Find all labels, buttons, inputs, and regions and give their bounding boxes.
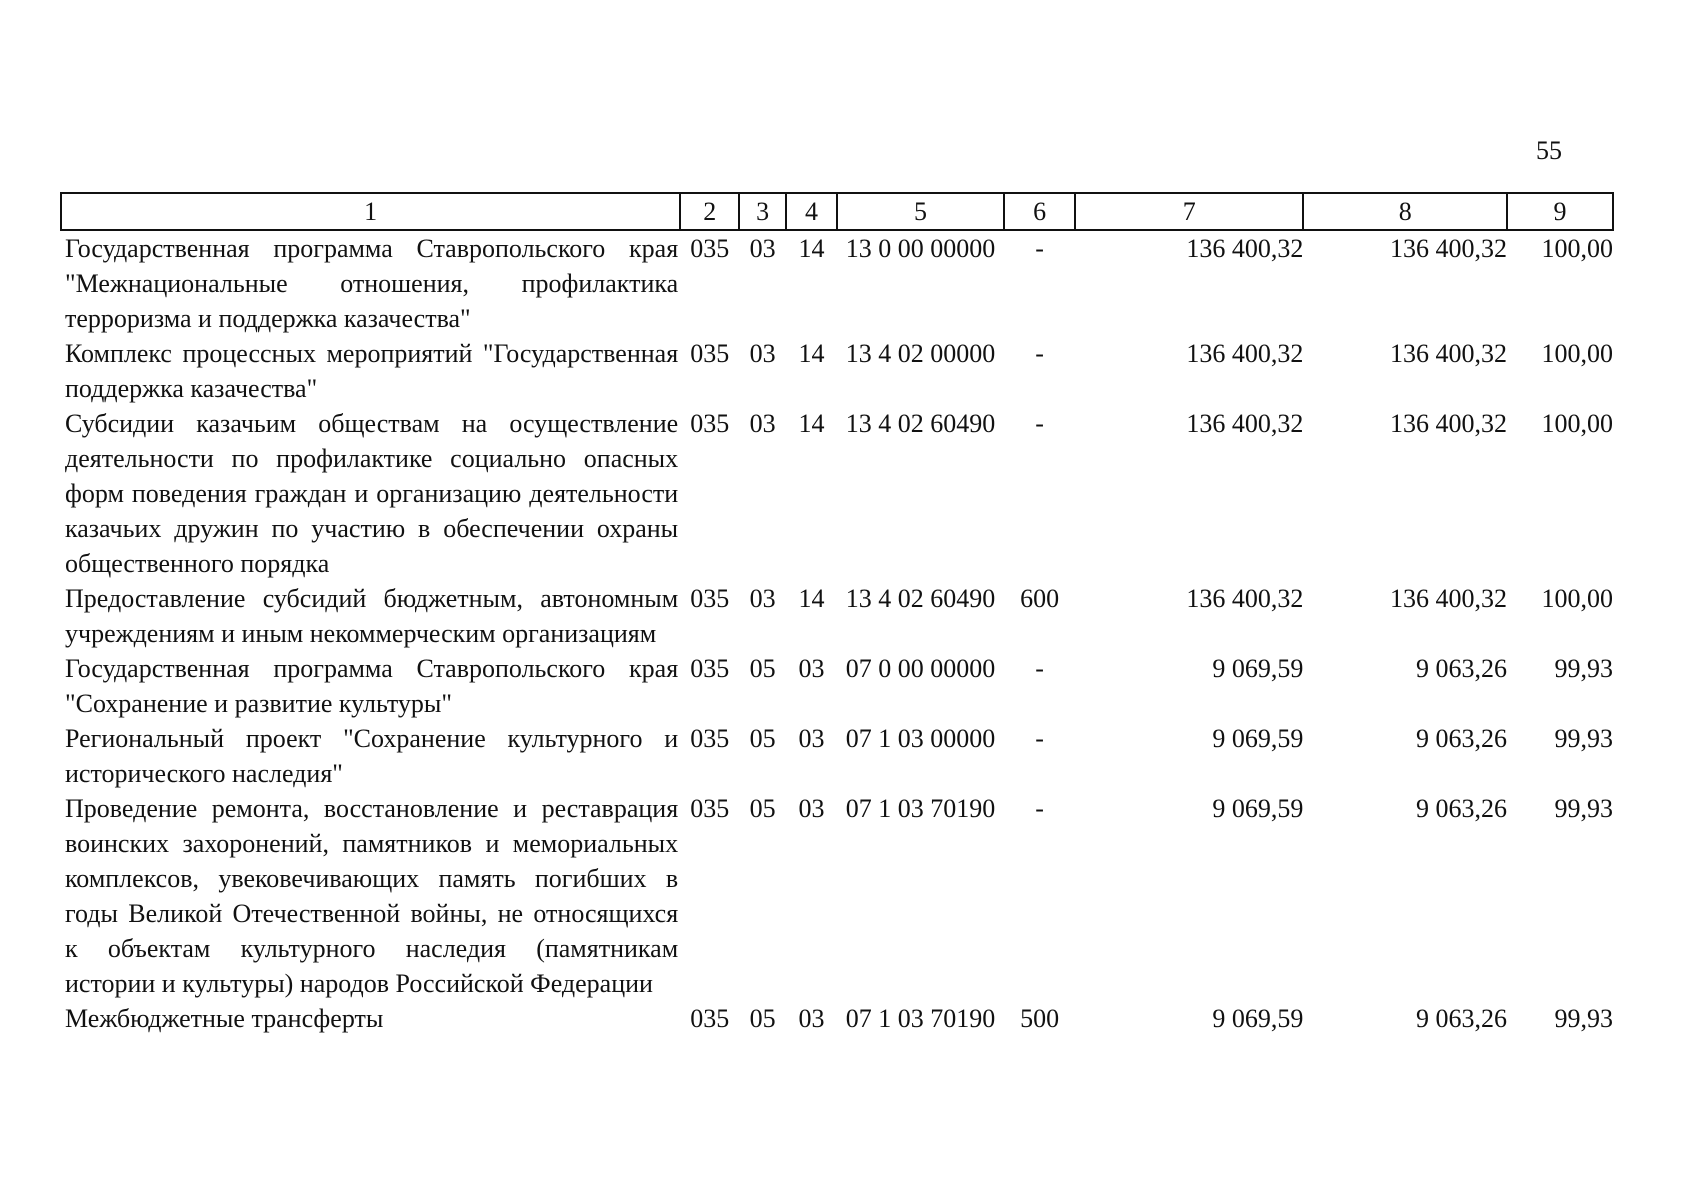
row-col-7: 9 069,59 bbox=[1212, 794, 1304, 823]
header-col-7: 7 bbox=[1075, 193, 1303, 230]
row-col-8: 9 063,26 bbox=[1416, 794, 1508, 823]
row-name: Государственная программа Ставропольского края "Межнациональные отношения, профилактика терроризма и поддержка казачества" bbox=[65, 234, 679, 333]
row-col-4: 03 bbox=[798, 654, 825, 683]
row-col-4: 03 bbox=[798, 724, 825, 753]
row-col-3: 05 bbox=[749, 794, 776, 823]
row-col-8: 9 063,26 bbox=[1416, 724, 1508, 753]
row-col-7: 136 400,32 bbox=[1186, 234, 1304, 263]
row-name: Проведение ремонта, восстановление и реставрация воинских захоронений, памятников и мемориальных комплексов, увековечивающих память погибших в годы Великой Отечественной войны, не относящихся к объектам культурного наследия (памятникам истории и культуры) народов Российской Федерации bbox=[65, 794, 679, 998]
row-col-9: 100,00 bbox=[1541, 409, 1613, 438]
row-col-6: - bbox=[1035, 339, 1044, 368]
row-col-8: 136 400,32 bbox=[1390, 339, 1508, 368]
row-col-3: 03 bbox=[749, 409, 776, 438]
row-col-7: 136 400,32 bbox=[1186, 409, 1304, 438]
row-col-7: 9 069,59 bbox=[1212, 1004, 1304, 1033]
table-row bbox=[61, 1001, 1613, 1036]
row-col-4: 14 bbox=[798, 234, 825, 263]
row-col-8: 136 400,32 bbox=[1390, 584, 1508, 613]
row-col-5: 07 0 00 00000 bbox=[845, 654, 996, 683]
row-col-7: 136 400,32 bbox=[1186, 584, 1304, 613]
row-col-2: 035 bbox=[690, 724, 730, 753]
row-col-9: 100,00 bbox=[1541, 584, 1613, 613]
row-col-2: 035 bbox=[690, 654, 730, 683]
row-col-9: 99,93 bbox=[1554, 654, 1613, 683]
row-col-8: 136 400,32 bbox=[1390, 409, 1508, 438]
table-row bbox=[61, 230, 1613, 336]
row-name: Предоставление субсидий бюджетным, автономным учреждениям и иным некоммерческим организациям bbox=[65, 584, 679, 648]
row-col-8: 9 063,26 bbox=[1416, 654, 1508, 683]
row-col-2: 035 bbox=[690, 1004, 730, 1033]
row-col-3: 05 bbox=[749, 1004, 776, 1033]
header-col-8: 8 bbox=[1303, 193, 1507, 230]
row-col-7: 9 069,59 bbox=[1212, 654, 1304, 683]
table-row bbox=[61, 651, 1613, 721]
header-row bbox=[61, 193, 1613, 230]
table-row bbox=[61, 791, 1613, 1001]
row-col-6: 500 bbox=[1020, 1004, 1060, 1033]
row-name: Региональный проект "Сохранение культурного и исторического наследия" bbox=[65, 724, 679, 788]
page-number: 55 bbox=[1536, 136, 1562, 165]
row-col-5: 13 4 02 60490 bbox=[845, 584, 996, 613]
row-name: Государственная программа Ставропольского края "Сохранение и развитие культуры" bbox=[65, 654, 679, 718]
row-col-2: 035 bbox=[690, 234, 730, 263]
row-col-4: 03 bbox=[798, 1004, 825, 1033]
row-col-6: - bbox=[1035, 234, 1044, 263]
row-col-4: 14 bbox=[798, 584, 825, 613]
row-col-4: 14 bbox=[798, 409, 825, 438]
row-col-5: 13 4 02 00000 bbox=[845, 339, 996, 368]
row-col-6: 600 bbox=[1020, 584, 1060, 613]
budget-table bbox=[60, 192, 1614, 1036]
row-col-8: 9 063,26 bbox=[1416, 1004, 1508, 1033]
header-col-5: 5 bbox=[837, 193, 1004, 230]
header-col-4: 4 bbox=[786, 193, 837, 230]
row-col-3: 03 bbox=[749, 339, 776, 368]
row-col-4: 03 bbox=[798, 794, 825, 823]
row-col-3: 05 bbox=[749, 654, 776, 683]
row-name: Комплекс процессных мероприятий "Государственная поддержка казачества" bbox=[65, 339, 679, 403]
table-row bbox=[61, 721, 1613, 791]
row-col-9: 99,93 bbox=[1554, 724, 1613, 753]
row-col-9: 100,00 bbox=[1541, 234, 1613, 263]
row-col-9: 99,93 bbox=[1554, 794, 1613, 823]
row-name: Субсидии казачьим обществам на осуществление деятельности по профилактике социально опасных форм поведения граждан и организацию деятельности казачьих дружин по участию в обеспечении охраны общественного порядка bbox=[65, 409, 679, 578]
row-col-5: 13 4 02 60490 bbox=[845, 409, 996, 438]
table-row bbox=[61, 406, 1613, 581]
table-row bbox=[61, 336, 1613, 406]
row-col-7: 136 400,32 bbox=[1186, 339, 1304, 368]
header-col-6: 6 bbox=[1004, 193, 1075, 230]
row-col-2: 035 bbox=[690, 339, 730, 368]
row-col-8: 136 400,32 bbox=[1390, 234, 1508, 263]
row-col-5: 07 1 03 70190 bbox=[845, 794, 996, 823]
row-col-3: 05 bbox=[749, 724, 776, 753]
row-col-9: 100,00 bbox=[1541, 339, 1613, 368]
row-name: Межбюджетные трансферты bbox=[65, 1004, 384, 1033]
row-col-9: 99,93 bbox=[1554, 1004, 1613, 1033]
row-col-2: 035 bbox=[690, 409, 730, 438]
row-col-2: 035 bbox=[690, 794, 730, 823]
row-col-6: - bbox=[1035, 724, 1044, 753]
row-col-3: 03 bbox=[749, 584, 776, 613]
row-col-2: 035 bbox=[690, 584, 730, 613]
row-col-7: 9 069,59 bbox=[1212, 724, 1304, 753]
row-col-3: 03 bbox=[749, 234, 776, 263]
header-col-1: 1 bbox=[61, 193, 680, 230]
row-col-6: - bbox=[1035, 654, 1044, 683]
header-col-9: 9 bbox=[1507, 193, 1613, 230]
row-col-5: 13 0 00 00000 bbox=[845, 234, 996, 263]
table-row bbox=[61, 581, 1613, 651]
row-col-4: 14 bbox=[798, 339, 825, 368]
header-col-3: 3 bbox=[739, 193, 786, 230]
row-col-5: 07 1 03 70190 bbox=[845, 1004, 996, 1033]
header-col-2: 2 bbox=[680, 193, 739, 230]
row-col-5: 07 1 03 00000 bbox=[845, 724, 996, 753]
row-col-6: - bbox=[1035, 409, 1044, 438]
row-col-6: - bbox=[1035, 794, 1044, 823]
